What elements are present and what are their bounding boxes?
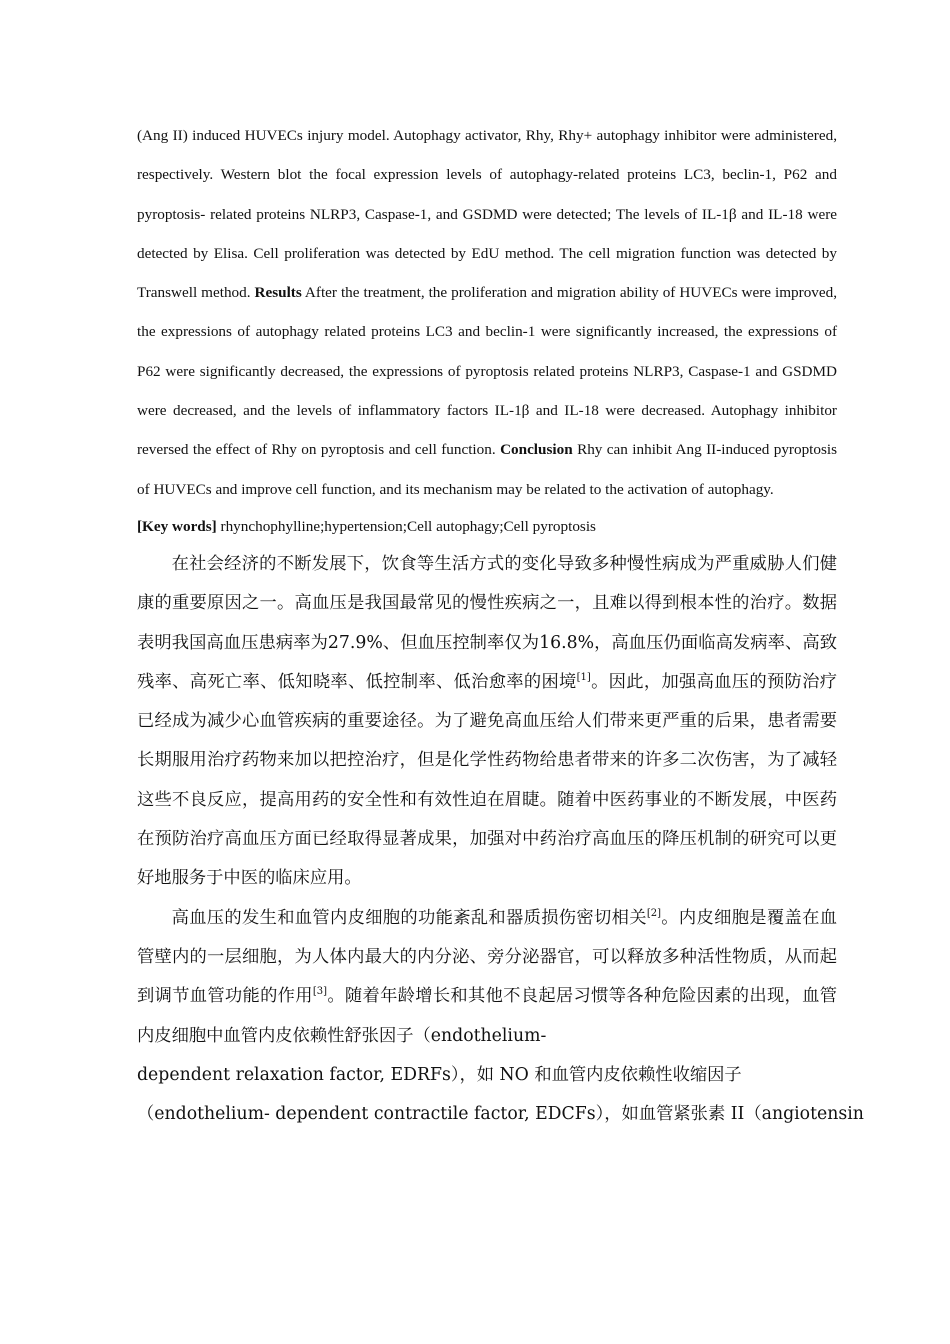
paragraph-2-text-c: 。随着年龄增长和其他不良起居习惯等各种危险因素的出现，血管内皮细胞中血管内皮依赖性舒张因子（endothelium-	[137, 986, 837, 1046]
paragraph-2-text-e: （endothelium- dependent contractile factor, EDCFs），如血管紧张素 II（angiotensin	[137, 1104, 864, 1125]
paragraph-1-text-a: 在社会经济的不断发展下，饮食等生活方式的变化导致多种慢性病成为严重威胁人们健康的重要原因之一。高血压是我国最常见的慢性疾病之一，且难以得到根本性的治疗。数据表明我国高血压患病率为27.9%、但血压控制率仅为16.8%，高血压仍面临高发病率、高致残率、高死亡率、低知晓率、低控制率、低治愈率的困境	[137, 553, 837, 692]
keywords-text: rhynchophylline;hypertension;Cell autophagy;Cell pyroptosis	[220, 517, 596, 535]
results-label: Results	[254, 284, 302, 302]
keywords-line	[137, 509, 837, 545]
citation-2: [2]	[646, 907, 661, 919]
conclusion-label: Conclusion	[500, 441, 573, 459]
abstract-paragraph	[137, 116, 837, 509]
body-paragraph-1	[137, 545, 837, 899]
abstract-conclusion-text: Rhy can inhibit Ang II-induced pyroptosis of HUVECs and improve cell function, and its mechanism may be related to the activation of autophagy.	[137, 441, 838, 498]
citation-1: [1]	[576, 672, 591, 684]
citation-3: [3]	[312, 986, 328, 998]
keywords-label: [Key words]	[137, 517, 217, 535]
paragraph-2-text-a: 高血压的发生和血管内皮细胞的功能紊乱和器质损伤密切相关	[171, 907, 647, 928]
body-paragraph-2	[137, 899, 864, 1135]
paper-page	[137, 116, 864, 1134]
paragraph-1-text-b: 。因此，加强高血压的预防治疗已经成为减少心血管疾病的重要途径。为了避免高血压给人们带来更严重的后果，患者需要长期服用治疗药物来加以把控治疗，但是化学性药物给患者带来的许多二次伤害，为了减轻这些不良反应，提高用药的安全性和有效性迫在眉睫。随着中医药事业的不断发展，中医药在预防治疗高血压方面已经取得显著成果，加强对中药治疗高血压的降压机制的研究可以更好地服务于中医的临床应用。	[137, 671, 837, 889]
abstract-results-text: After the treatment, the proliferation and migration ability of HUVECs were improved, the expressions of autophagy related proteins LC3 and beclin-1 were significantly increased, the expressions of P62 were significantly decreased, the expressions of pyroptosis related proteins NLRP3, Caspase-1 and GSDMD were decreased, and the levels of inflammatory factors IL-1β and IL-18 were decreased. Autophagy inhibitor reversed the effect of Rhy on pyroptosis and cell function.	[137, 284, 838, 459]
paragraph-2-text-d: dependent relaxation factor, EDRFs），如 NO 和血管内皮依赖性收缩因子	[137, 1064, 742, 1085]
abstract-methods-text: (Ang II) induced HUVECs injury model. Autophagy activator, Rhy, Rhy+ autophagy inhibitor were administered, respectively. Western blot the focal expression levels of autophagy-related proteins LC3, beclin-1, P62 and pyroptosis- related proteins NLRP3, Caspase-1, and GSDMD were detected; The levels of IL-1β and IL-18 were detected by Elisa. Cell proliferation was detected by EdU method. The cell migration function was detected by Transwell method.	[137, 127, 837, 302]
paragraph-2-text-b: 。内皮细胞是覆盖在血管壁内的一层细胞，为人体内最大的内分泌、旁分泌器官，可以释放多种活性物质，从而起到调节血管功能的作用	[137, 907, 837, 1007]
